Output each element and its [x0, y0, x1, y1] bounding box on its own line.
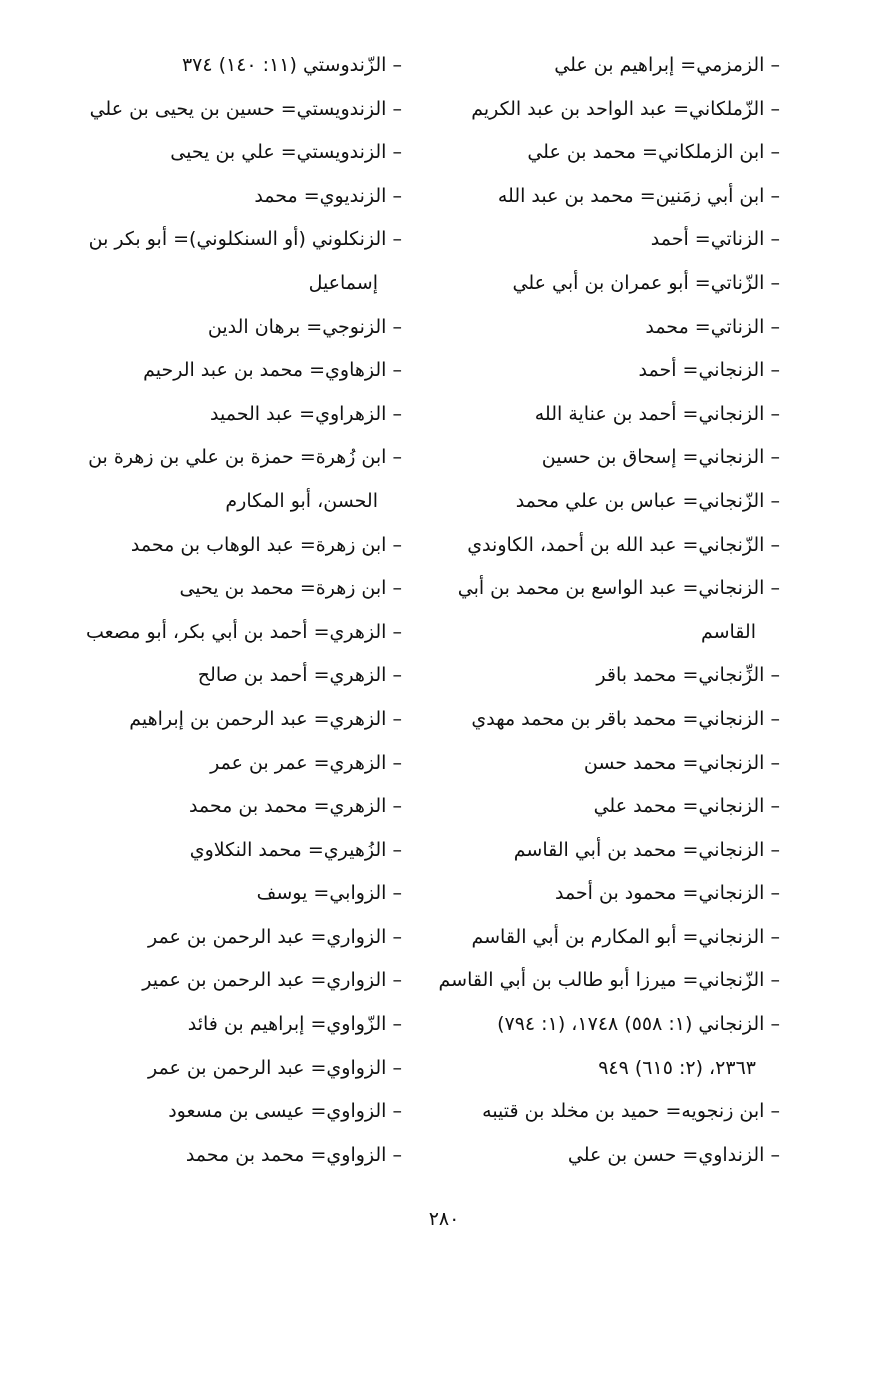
index-entry: – الزّناتي= أبو عمران بن أبي علي: [512, 271, 780, 294]
index-entry: – ابن زنجويه= حميد بن مخلد بن قتيبه: [482, 1100, 780, 1123]
index-entry: – الزنوجي= برهان الدين: [207, 315, 402, 338]
index-entry-continuation: ٢٣٦٣، (٢: ٦١٥) ٩٤٩: [598, 1056, 756, 1079]
index-entry-continuation: الحسن، أبو المكارم: [225, 489, 378, 512]
index-entry: – الزهاوي= محمد بن عبد الرحيم: [143, 359, 402, 382]
index-entry: – ابن زهرة= عبد الوهاب بن محمد: [130, 533, 402, 556]
index-entry: – الزهري= أحمد بن أبي بكر، أبو مصعب: [85, 620, 402, 643]
index-entry: – الزُهيري= محمد النكلاوي: [189, 838, 402, 861]
index-entry-continuation: القاسم: [700, 620, 756, 643]
index-entry: – الزنجاني= أبو المكارم بن أبي القاسم: [471, 925, 780, 948]
index-entry: – الزّواوي= إبراهيم بن فائد: [187, 1013, 402, 1036]
index-column-right: [420, 44, 780, 1177]
index-entry: – الزنجاني= أحمد: [638, 359, 780, 382]
index-entry: – الزِّنجاني= محمد باقر: [596, 664, 780, 687]
index-entry: – الزّنجاني= عبد الله بن أحمد، الكاوندي: [467, 533, 780, 556]
index-entry: – الزنجاني= محمد حسن: [583, 751, 780, 774]
index-entry: – ابن الزملكاني= محمد بن علي: [527, 141, 780, 164]
index-entry: – الزنجاني (١: ٥٥٨) ١٧٤٨، (١: ٧٩٤): [497, 1013, 780, 1036]
index-entry: – الزنداوي= حسن بن علي: [567, 1143, 780, 1166]
index-entry: – الزواري= عبد الرحمن بن عمر: [147, 925, 402, 948]
index-entry: – الزنجاني= محمد علي: [593, 795, 780, 818]
index-entry: – الزندويستي= علي بن يحيى: [170, 141, 402, 164]
index-entry: – الزهري= عبد الرحمن بن إبراهيم: [129, 707, 402, 730]
index-entry: – الزناتي= محمد: [645, 315, 780, 338]
index-column-left: [22, 44, 402, 1177]
index-entry: – الزواري= عبد الرحمن بن عمير: [142, 969, 402, 992]
index-entry: – الزنجاني= محمد بن أبي القاسم: [513, 838, 780, 861]
index-entry: – الزنجاني= محمود بن أحمد: [554, 882, 780, 905]
index-entry: – الزنديوي= محمد: [254, 184, 402, 207]
index-entry: – ابن زهرة= محمد بن يحيى: [179, 577, 402, 600]
index-entry: – الزّنجاني= عباس بن علي محمد: [515, 489, 780, 512]
index-entry: – الزّملكاني= عبد الواحد بن عبد الكريم: [471, 97, 780, 120]
index-entry-continuation: إسماعيل: [308, 271, 378, 294]
index-entry: – ابن أبي زمَنين= محمد بن عبد الله: [497, 184, 780, 207]
index-entry: – الزواوي= عيسى بن مسعود: [168, 1100, 402, 1123]
index-entry: – ابن زُهرة= حمزة بن علي بن زهرة بن: [88, 446, 402, 469]
index-entry: – الزنجاني= أحمد بن عناية الله: [534, 402, 780, 425]
index-entry: – الزوابي= يوسف: [256, 882, 402, 905]
index-entry: – الزهراوي= عبد الحميد: [210, 402, 402, 425]
index-entry: – الزنجاني= إسحاق بن حسين: [541, 446, 780, 469]
index-entry: – الزنكلوني (أو السنكلوني)= أبو بكر بن: [88, 228, 402, 251]
index-entry: – الزهري= أحمد بن صالح: [197, 664, 402, 687]
index-entry: – الزندويستي= حسين بن يحيى بن علي: [89, 97, 402, 120]
index-entry: – الزنجاني= محمد باقر بن محمد مهدي: [471, 707, 780, 730]
index-entry: – الزواوي= عبد الرحمن بن عمر: [147, 1056, 402, 1079]
index-entry: – الزّندوستي (١١: ١٤٠) ٣٧٤: [181, 54, 402, 76]
index-entry: – الزهري= عمر بن عمر: [210, 751, 402, 774]
index-entry: – الزهري= محمد بن محمد: [188, 795, 402, 818]
index-entry: – الزواوي= محمد بن محمد: [185, 1143, 402, 1166]
page-number: ٢٨٠: [428, 1208, 460, 1230]
index-entry: – الزمزمي= إبراهيم بن علي: [554, 54, 780, 76]
index-entry: – الزناتي= أحمد: [650, 228, 780, 251]
index-entry: – الزنجاني= عبد الواسع بن محمد بن أبي: [457, 577, 780, 600]
index-entry: – الزّنجاني= ميرزا أبو طالب بن أبي القاسم: [438, 969, 780, 992]
